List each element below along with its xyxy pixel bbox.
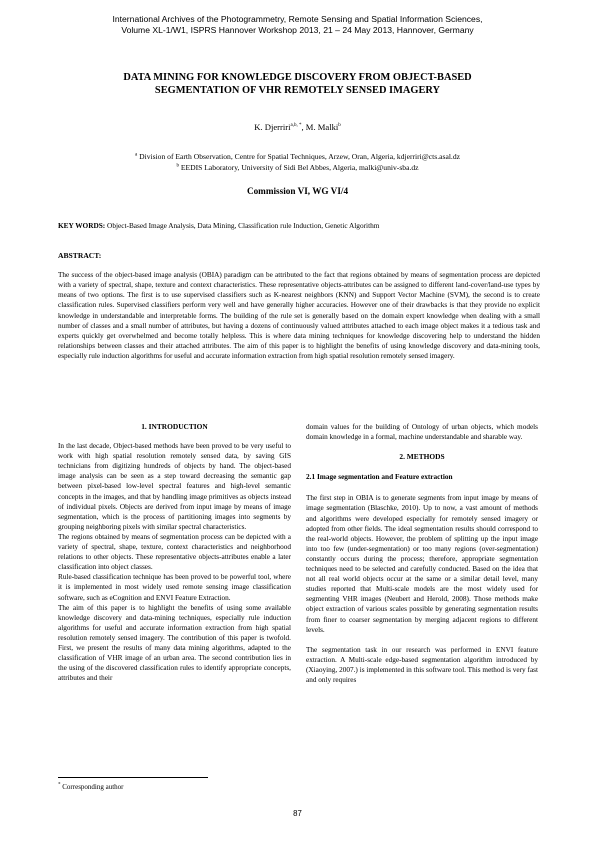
author-separator: , (301, 122, 306, 132)
affiliation-a-text: Division of Earth Observation, Centre for Spatial Techniques, Arzew, Oran, Algeria, kdjerriri@cts.asal.dz (137, 152, 460, 161)
intro-paragraph-4: The aim of this paper is to highlight the benefits of using some available knowledge discovery and data-mining techniques, especially rule induction algorithms for useful and accurate information extraction from high spatial resolution remotely sensed imagery. The contribution of this paper is twofold. First, we present the results of many data mining algorithms, adapted to the classification of VHR image of an urban area. The second contribution lies in the using of the discovered classification rules to identify appropriate concepts, attributes and their (58, 603, 291, 683)
abstract-heading: ABSTRACT: (58, 251, 102, 260)
segmentation-subheading: 2.1 Image segmentation and Feature extraction (306, 472, 453, 482)
footnote-text: Corresponding author (60, 783, 124, 791)
affiliation-b-text: EEDIS Laboratory, University of Sidi Bel Abbes, Algeria, malki@univ-sba.dz (178, 163, 419, 172)
abstract-text: The success of the object-based image analysis (OBIA) paradigm can be attributed to the fact that regions obtained by means of segmentation process are depicted with a variety of spectral, shape, texture and context characteristics. These representative objects-attributes can be assigned to different land-cover/land-use types by means of two options. The first is to use supervised classifiers such as K-nearest neighbors (KNN) and Support Vector Machine (SVM), the second is to create classification rules. Supervised classifiers perform very well and have generally higher accuracies. However one of their drawbacks is that they provide no explicit knowledge in understandable and interpretable forms. The building of the rule set is generally based on the domain expert knowledge when dealing with a small number of classes and a small number of attributes, but having a dozens of continuously valued attributes attached to each image object makes it a tedious task and experts quickly get overwhelmed and become totally helpless. This is where data mining techniques for knowledge discovering help to understand the hidden relationships between classes and their attached attributes. The aim of this paper is to highlight the benefits of using knowledge discovery and data-mining tools, especially rule induction algorithms for useful and accurate information extraction from high spatial resolution remotely sensed imagery. (58, 271, 540, 361)
affiliation-b (0, 163, 595, 173)
author-list (0, 122, 595, 132)
paper-title (60, 71, 535, 97)
intro-paragraph-3: Rule-based classification technique has been proved to be powerful tool, where it is implemented in most widely used remote sensing image classification software, such as eCognition and ENVI Feature Extraction. (58, 573, 291, 602)
methods-paragraph-1: The first step in OBIA is to generate segments from input image by means of image segmentation (Blaschke, 2010). Up to now, a vast amount of methods and algorithms were developed especially for remotely sensed imagery or adopted from other fields. The ideal segmentation results should correspond to the real-world objects. However, the problem of splitting up the input image into too few (under-segmentation) or too many regions (over-segmentation) constantly occurs during the process; therefore, appropriate segmentation techniques need to be selected and carefully conducted. Based on the idea that not all real world objects occur at the same or a similar detail level, many studies reported that Multi-scale models are the most widely used for segmenting VHR images (Neubert and Herold, 2008). Those methods make object extraction of various scales possible by generating segmentation results from finer to coarser segmentation by merging adjacent regions to different levels. (306, 494, 538, 634)
keywords-label: KEY WORDS: (58, 221, 106, 230)
author-2-affil-mark: b (338, 123, 341, 129)
right-paragraph-1: domain values for the building of Ontology of urban objects, which models domain knowledge in a formal, machine understandable and sharable way. (306, 423, 538, 442)
intro-paragraph-1: In the last decade, Object-based methods have been proved to be very useful to work with high spatial resolution remotely sensed data, by saving GIS technicians from digitizing hundreds of objects by hand. The object-based image analysis can be seen as a step toward decreasing the semantic gap between pixel-based low-level spectral features and high-level semantic concepts in the images, and that by handling image primitives as objects instead of individual pixels. Objects are derived from input image by means of image segmentation, which is the process of partitioning images into segments by grouping neighboring pixels with similar spectral characteristics. (58, 442, 291, 531)
left-column (58, 422, 291, 683)
header-line-2: Volume XL-1/W1, ISPRS Hannover Workshop 2013, 21 – 24 May 2013, Hannover, Germany (121, 25, 474, 35)
page-number: 87 (293, 809, 302, 818)
right-column (306, 422, 538, 685)
intro-paragraph-2: The regions obtained by means of segmentation process can be depicted with a variety of spectral, shape, texture, context characteristics and neighborhood relations to other objects. These representative objects-attributes enable a later classification into object classes. (58, 532, 291, 572)
methods-paragraph-2: The segmentation task in our research was performed in ENVI feature extraction. A Multi-scale edge-based segmentation algorithm introduced by (Xiaoying, 2007.) is implemented in this software tool. This method is very fast and only requires (306, 645, 538, 684)
title-line-1: DATA MINING FOR KNOWLEDGE DISCOVERY FROM OBJECT-BASED (123, 72, 472, 83)
header-line-1: International Archives of the Photogrammetry, Remote Sensing and Spatial Information Sciences, (112, 14, 483, 24)
affiliation-a (0, 152, 595, 162)
author-1-affil-mark: a,b, * (290, 123, 302, 129)
affiliation-b-mark: b (176, 163, 179, 169)
methods-heading: 2. METHODS (399, 452, 445, 462)
footnote (58, 783, 124, 791)
commission: Commission VI, WG VI/4 (246, 186, 349, 196)
keywords (58, 221, 540, 230)
footnote-mark: * (58, 782, 61, 788)
author-2: M. Malki (305, 122, 339, 132)
introduction-heading: 1. INTRODUCTION (141, 422, 208, 431)
affiliation-a-mark: a (134, 152, 138, 158)
footnote-divider (58, 777, 208, 778)
title-line-2: SEGMENTATION OF VHR REMOTELY SENSED IMAGERY (154, 85, 441, 96)
keywords-text: Object-Based Image Analysis, Data Mining, Classification rule Induction, Genetic Algorithm (105, 221, 380, 230)
running-header (0, 14, 595, 36)
author-1: K. Djerriri (254, 122, 291, 132)
